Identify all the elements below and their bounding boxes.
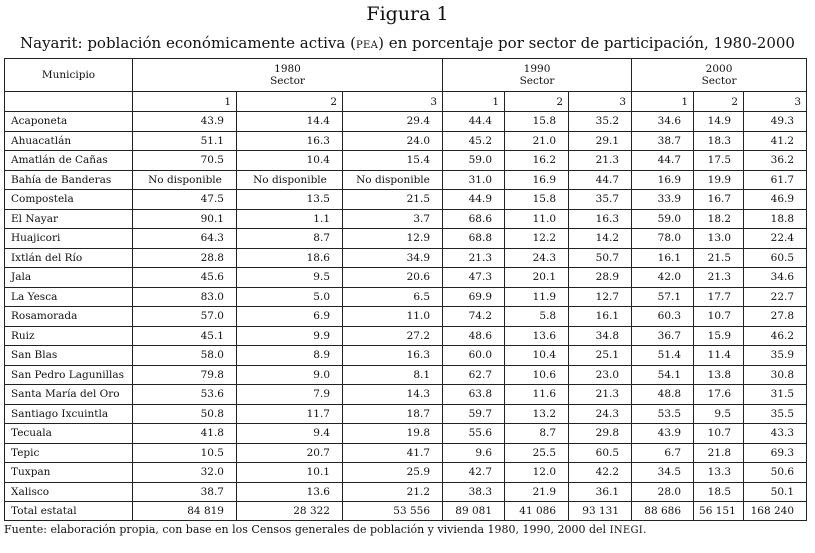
value-cell: 21.2: [343, 482, 443, 502]
sector-number: 2: [505, 92, 569, 112]
value-cell: 14.4: [237, 112, 343, 132]
value-cell: 53.6: [133, 385, 237, 405]
value-cell: 60.5: [744, 248, 807, 268]
value-cell: 43.9: [133, 112, 237, 132]
value-cell: 57.0: [133, 307, 237, 327]
table-row: [5, 209, 807, 229]
value-cell: 88 686: [632, 502, 694, 521]
value-cell: 74.2: [443, 307, 505, 327]
value-cell: 49.3: [744, 112, 807, 132]
table-row: [5, 346, 807, 366]
value-cell: 34.6: [744, 268, 807, 288]
value-cell: 41.8: [133, 424, 237, 444]
value-cell: 11.9: [505, 287, 569, 307]
municipio-name: Santa María del Oro: [5, 385, 133, 405]
value-cell: 89 081: [443, 502, 505, 521]
value-cell: 27.8: [744, 307, 807, 327]
value-cell: 50.1: [744, 482, 807, 502]
value-cell: 25.5: [505, 443, 569, 463]
value-cell: 44.4: [443, 112, 505, 132]
value-cell: 5.8: [505, 307, 569, 327]
table-row: [5, 424, 807, 444]
value-cell: 25.1: [569, 346, 632, 366]
value-cell: 11.7: [237, 404, 343, 424]
value-cell: 50.8: [133, 404, 237, 424]
value-cell: 11.0: [505, 209, 569, 229]
value-cell: 35.2: [569, 112, 632, 132]
value-cell: 16.3: [569, 209, 632, 229]
value-cell: 11.0: [343, 307, 443, 327]
municipio-name: San Blas: [5, 346, 133, 366]
value-cell: 15.8: [505, 190, 569, 210]
municipio-name: Santiago Ixcuintla: [5, 404, 133, 424]
value-cell: 16.7: [694, 190, 744, 210]
value-cell: 24.0: [343, 131, 443, 151]
value-cell: 1.1: [237, 209, 343, 229]
value-cell: 61.7: [744, 170, 807, 190]
value-cell: 28.8: [133, 248, 237, 268]
value-cell: 12.0: [505, 463, 569, 483]
value-cell: 21.3: [569, 151, 632, 171]
value-cell: 25.9: [343, 463, 443, 483]
value-cell: 13.6: [237, 482, 343, 502]
table-row: [5, 112, 807, 132]
group-year: 1980: [274, 63, 301, 75]
value-cell: 10.4: [237, 151, 343, 171]
value-cell: 29.4: [343, 112, 443, 132]
value-cell: 21.3: [694, 268, 744, 288]
municipio-name: El Nayar: [5, 209, 133, 229]
value-cell: 31.5: [744, 385, 807, 405]
value-cell: 44.7: [632, 151, 694, 171]
table-row: [5, 365, 807, 385]
sector-number: 3: [744, 92, 807, 112]
value-cell: 21.3: [443, 248, 505, 268]
table-row: [5, 482, 807, 502]
value-cell: 16.3: [237, 131, 343, 151]
value-cell: 35.7: [569, 190, 632, 210]
value-cell: 15.4: [343, 151, 443, 171]
municipio-name: La Yesca: [5, 287, 133, 307]
value-cell: 21.5: [694, 248, 744, 268]
value-cell: 51.4: [632, 346, 694, 366]
municipio-column-header: Municipio: [5, 59, 133, 92]
value-cell: 7.9: [237, 385, 343, 405]
table-row: [5, 463, 807, 483]
value-cell: 36.7: [632, 326, 694, 346]
group-sector-label: Sector: [701, 75, 737, 87]
title-text-start: Nayarit: población económicamente activa (: [20, 34, 356, 52]
figure-label: Figura 1: [366, 3, 449, 25]
value-cell: No disponible: [237, 170, 343, 190]
table-row: [5, 151, 807, 171]
municipio-name: Xalisco: [5, 482, 133, 502]
value-cell: 16.9: [505, 170, 569, 190]
sector-number: 1: [133, 92, 237, 112]
municipio-name: Tecuala: [5, 424, 133, 444]
value-cell: 20.1: [505, 268, 569, 288]
value-cell: 168 240: [744, 502, 807, 521]
value-cell: 18.7: [343, 404, 443, 424]
value-cell: 48.6: [443, 326, 505, 346]
value-cell: 14.9: [694, 112, 744, 132]
value-cell: 15.8: [505, 112, 569, 132]
value-cell: 27.2: [343, 326, 443, 346]
municipio-name: Tuxpan: [5, 463, 133, 483]
pea-table: [4, 58, 807, 521]
value-cell: 31.0: [443, 170, 505, 190]
value-cell: 14.2: [569, 229, 632, 249]
title-text-end: ) en porcentaje por sector de participación, 1980-2000: [378, 34, 795, 52]
value-cell: 13.6: [505, 326, 569, 346]
group-sector-label: Sector: [519, 75, 555, 87]
total-label: Total estatal: [5, 502, 133, 521]
value-cell: 38.7: [133, 482, 237, 502]
value-cell: 16.1: [569, 307, 632, 327]
value-cell: 36.1: [569, 482, 632, 502]
value-cell: 23.0: [569, 365, 632, 385]
value-cell: 11.6: [505, 385, 569, 405]
sector-number: 3: [569, 92, 632, 112]
value-cell: 54.1: [632, 365, 694, 385]
value-cell: 43.9: [632, 424, 694, 444]
value-cell: 20.7: [237, 443, 343, 463]
value-cell: No disponible: [343, 170, 443, 190]
value-cell: 29.1: [569, 131, 632, 151]
source-text: Fuente: elaboración propia, con base en los Censos generales de población y vivienda 1980, 1990, 2000 del: [4, 523, 610, 536]
value-cell: 8.7: [237, 229, 343, 249]
value-cell: 9.0: [237, 365, 343, 385]
municipio-name: Jala: [5, 268, 133, 288]
value-cell: 15.9: [694, 326, 744, 346]
municipio-name: Tepic: [5, 443, 133, 463]
value-cell: 18.2: [694, 209, 744, 229]
value-cell: 63.8: [443, 385, 505, 405]
sector-number: 1: [443, 92, 505, 112]
value-cell: 45.2: [443, 131, 505, 151]
value-cell: 16.2: [505, 151, 569, 171]
municipio-name: Amatlán de Cañas: [5, 151, 133, 171]
table-row: [5, 287, 807, 307]
sector-number: 2: [694, 92, 744, 112]
value-cell: 34.5: [632, 463, 694, 483]
value-cell: 18.8: [744, 209, 807, 229]
source-text-end: .: [643, 523, 647, 536]
value-cell: 47.5: [133, 190, 237, 210]
value-cell: 44.7: [569, 170, 632, 190]
sector-number: 1: [632, 92, 694, 112]
value-cell: 17.5: [694, 151, 744, 171]
source-note: [4, 523, 647, 538]
value-cell: 21.8: [694, 443, 744, 463]
value-cell: 78.0: [632, 229, 694, 249]
value-cell: 6.9: [237, 307, 343, 327]
municipio-name: Acaponeta: [5, 112, 133, 132]
value-cell: 8.9: [237, 346, 343, 366]
value-cell: 5.0: [237, 287, 343, 307]
value-cell: 62.7: [443, 365, 505, 385]
value-cell: 45.6: [133, 268, 237, 288]
source-abbreviation-inegi: INEGI: [609, 525, 644, 536]
table-row: [5, 229, 807, 249]
value-cell: 10.1: [237, 463, 343, 483]
value-cell: 57.1: [632, 287, 694, 307]
subheader-spacer: [5, 92, 133, 112]
value-cell: 28 322: [237, 502, 343, 521]
value-cell: 10.4: [505, 346, 569, 366]
value-cell: 34.8: [569, 326, 632, 346]
value-cell: 60.5: [569, 443, 632, 463]
value-cell: 8.7: [505, 424, 569, 444]
value-cell: 10.5: [133, 443, 237, 463]
value-cell: 43.3: [744, 424, 807, 444]
value-cell: 6.7: [632, 443, 694, 463]
table-header: [5, 59, 807, 112]
value-cell: 30.8: [744, 365, 807, 385]
group-header-1990: [443, 59, 632, 92]
value-cell: 12.7: [569, 287, 632, 307]
value-cell: 17.7: [694, 287, 744, 307]
value-cell: 59.0: [632, 209, 694, 229]
value-cell: 84 819: [133, 502, 237, 521]
value-cell: 11.4: [694, 346, 744, 366]
table-body: [5, 112, 807, 521]
value-cell: 8.1: [343, 365, 443, 385]
value-cell: 68.8: [443, 229, 505, 249]
value-cell: 19.8: [343, 424, 443, 444]
value-cell: 6.5: [343, 287, 443, 307]
value-cell: 69.3: [744, 443, 807, 463]
value-cell: 9.9: [237, 326, 343, 346]
value-cell: 51.1: [133, 131, 237, 151]
value-cell: 79.8: [133, 365, 237, 385]
value-cell: 70.5: [133, 151, 237, 171]
value-cell: 9.4: [237, 424, 343, 444]
municipio-name: Compostela: [5, 190, 133, 210]
value-cell: 35.9: [744, 346, 807, 366]
value-cell: 13.3: [694, 463, 744, 483]
sector-number: 3: [343, 92, 443, 112]
value-cell: 9.6: [443, 443, 505, 463]
value-cell: 21.0: [505, 131, 569, 151]
table-row: [5, 443, 807, 463]
value-cell: 36.2: [744, 151, 807, 171]
value-cell: 50.7: [569, 248, 632, 268]
value-cell: 18.6: [237, 248, 343, 268]
title-abbreviation-pea: PEA: [355, 40, 379, 51]
value-cell: 10.7: [694, 424, 744, 444]
value-cell: 13.5: [237, 190, 343, 210]
municipio-name: Ixtlán del Río: [5, 248, 133, 268]
value-cell: 46.2: [744, 326, 807, 346]
value-cell: 29.8: [569, 424, 632, 444]
group-year: 2000: [705, 63, 733, 75]
table-row: [5, 190, 807, 210]
value-cell: 68.6: [443, 209, 505, 229]
value-cell: 83.0: [133, 287, 237, 307]
value-cell: 34.9: [343, 248, 443, 268]
value-cell: 35.5: [744, 404, 807, 424]
value-cell: 13.2: [505, 404, 569, 424]
value-cell: 53 556: [343, 502, 443, 521]
value-cell: 60.0: [443, 346, 505, 366]
value-cell: 16.3: [343, 346, 443, 366]
municipio-name: Bahía de Banderas: [5, 170, 133, 190]
value-cell: 38.3: [443, 482, 505, 502]
value-cell: 59.0: [443, 151, 505, 171]
table-row: [5, 307, 807, 327]
value-cell: 3.7: [343, 209, 443, 229]
value-cell: 47.3: [443, 268, 505, 288]
value-cell: 53.5: [632, 404, 694, 424]
value-cell: 38.7: [632, 131, 694, 151]
value-cell: 18.3: [694, 131, 744, 151]
table-row: [5, 170, 807, 190]
value-cell: 28.0: [632, 482, 694, 502]
value-cell: 24.3: [569, 404, 632, 424]
value-cell: 19.9: [694, 170, 744, 190]
value-cell: 41.2: [744, 131, 807, 151]
value-cell: 45.1: [133, 326, 237, 346]
value-cell: 13.8: [694, 365, 744, 385]
sector-number: 2: [237, 92, 343, 112]
value-cell: 21.9: [505, 482, 569, 502]
value-cell: 58.0: [133, 346, 237, 366]
table-row: [5, 404, 807, 424]
group-header-2000: [632, 59, 807, 92]
value-cell: 42.0: [632, 268, 694, 288]
value-cell: 56 151: [694, 502, 744, 521]
table-row: [5, 268, 807, 288]
value-cell: 20.6: [343, 268, 443, 288]
value-cell: 13.0: [694, 229, 744, 249]
municipio-name: Huajicori: [5, 229, 133, 249]
municipio-name: San Pedro Lagunillas: [5, 365, 133, 385]
value-cell: 48.8: [632, 385, 694, 405]
value-cell: 12.9: [343, 229, 443, 249]
table-row: [5, 385, 807, 405]
municipio-name: Ahuacatlán: [5, 131, 133, 151]
figure-title: [0, 33, 815, 56]
group-header-1980: [133, 59, 443, 92]
value-cell: 17.6: [694, 385, 744, 405]
value-cell: 42.7: [443, 463, 505, 483]
table-row: [5, 248, 807, 268]
value-cell: 64.3: [133, 229, 237, 249]
group-year: 1990: [523, 63, 551, 75]
value-cell: 32.0: [133, 463, 237, 483]
value-cell: 93 131: [569, 502, 632, 521]
value-cell: 41.7: [343, 443, 443, 463]
table-row: [5, 131, 807, 151]
value-cell: 50.6: [744, 463, 807, 483]
value-cell: 16.1: [632, 248, 694, 268]
value-cell: 33.9: [632, 190, 694, 210]
value-cell: 10.7: [694, 307, 744, 327]
value-cell: 55.6: [443, 424, 505, 444]
value-cell: 10.6: [505, 365, 569, 385]
value-cell: 69.9: [443, 287, 505, 307]
value-cell: 59.7: [443, 404, 505, 424]
group-sector-label: Sector: [270, 75, 305, 87]
value-cell: No disponible: [133, 170, 237, 190]
value-cell: 90.1: [133, 209, 237, 229]
value-cell: 42.2: [569, 463, 632, 483]
value-cell: 9.5: [237, 268, 343, 288]
table-row: [5, 326, 807, 346]
value-cell: 24.3: [505, 248, 569, 268]
value-cell: 41 086: [505, 502, 569, 521]
value-cell: 14.3: [343, 385, 443, 405]
value-cell: 22.4: [744, 229, 807, 249]
value-cell: 34.6: [632, 112, 694, 132]
value-cell: 46.9: [744, 190, 807, 210]
value-cell: 44.9: [443, 190, 505, 210]
value-cell: 22.7: [744, 287, 807, 307]
municipio-name: Ruiz: [5, 326, 133, 346]
value-cell: 28.9: [569, 268, 632, 288]
value-cell: 21.3: [569, 385, 632, 405]
total-row: [5, 502, 807, 521]
value-cell: 9.5: [694, 404, 744, 424]
value-cell: 18.5: [694, 482, 744, 502]
municipio-name: Rosamorada: [5, 307, 133, 327]
value-cell: 12.2: [505, 229, 569, 249]
value-cell: 60.3: [632, 307, 694, 327]
value-cell: 16.9: [632, 170, 694, 190]
value-cell: 21.5: [343, 190, 443, 210]
